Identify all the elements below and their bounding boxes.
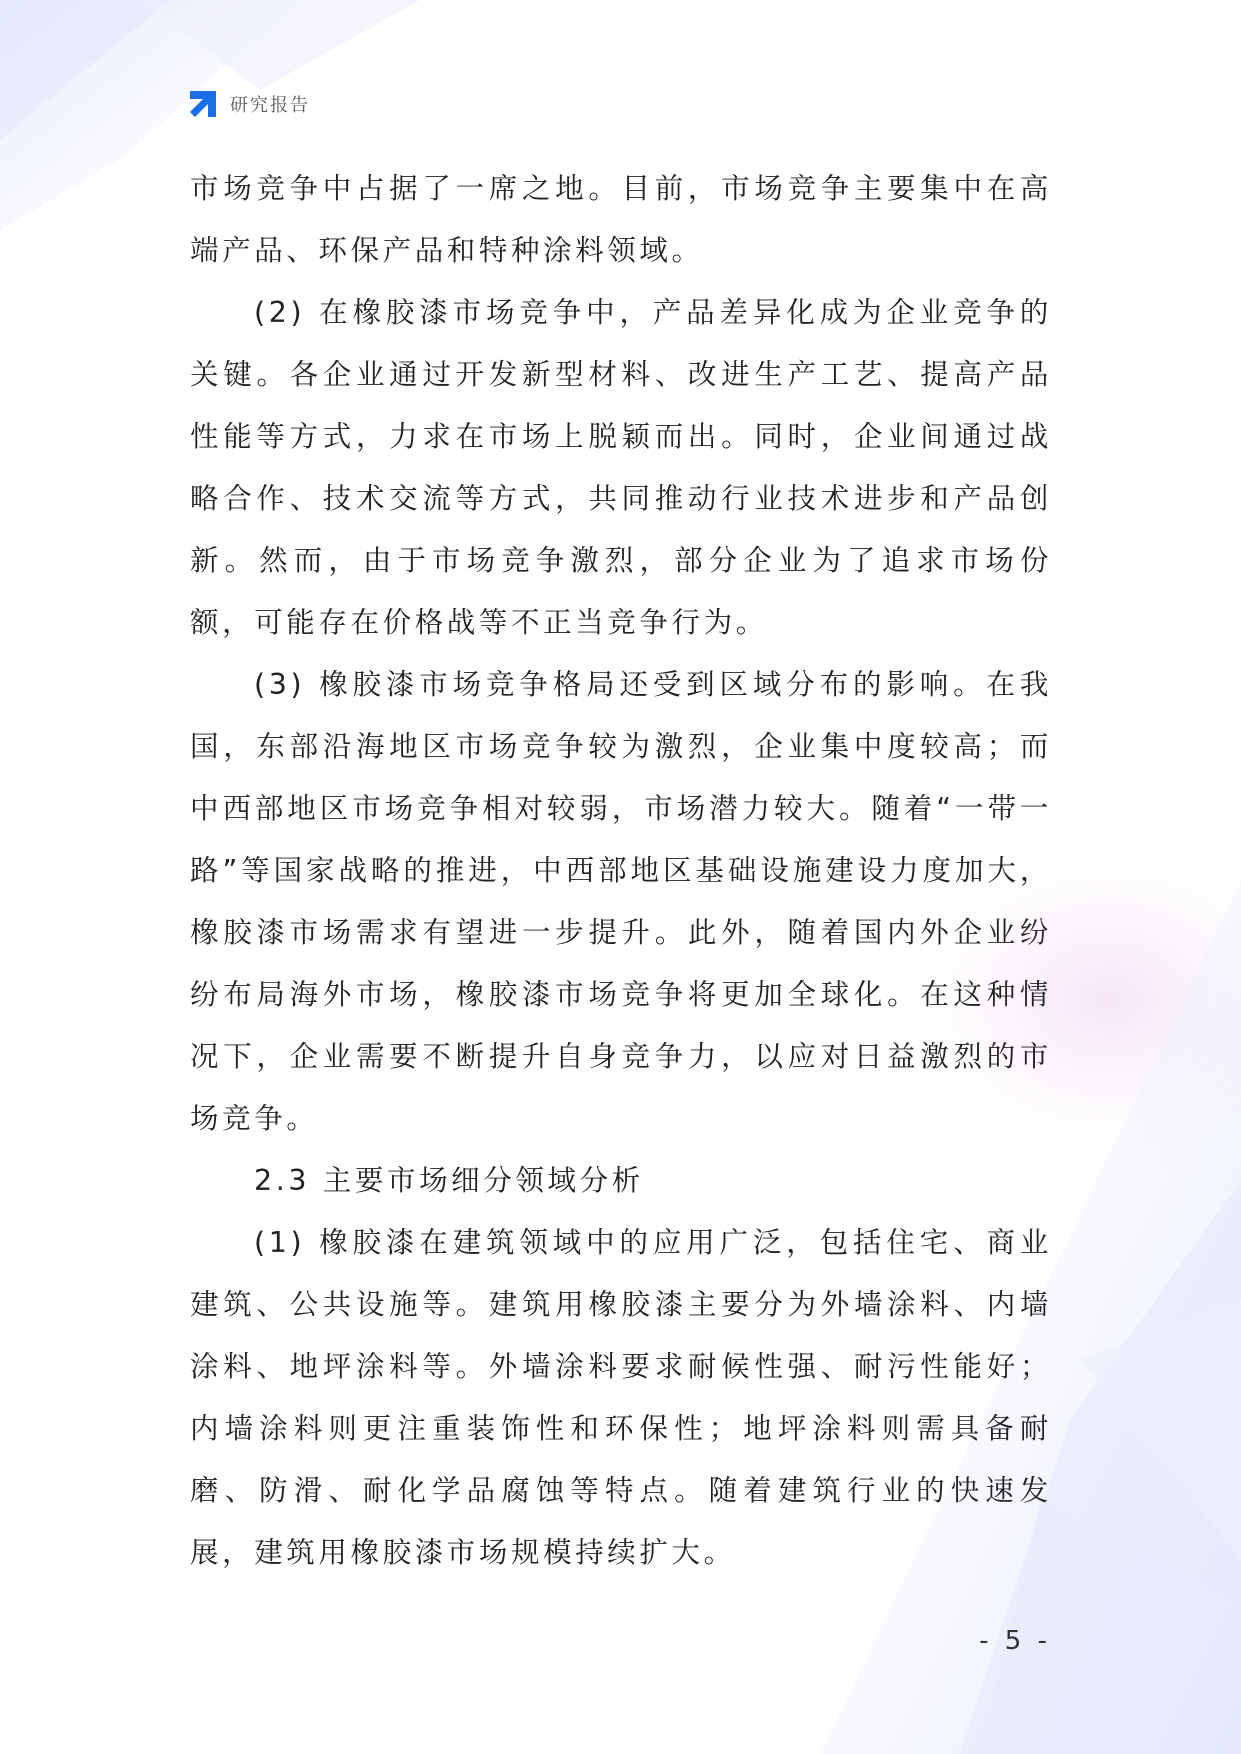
page-number: - 5 - — [979, 1626, 1051, 1656]
paragraph-3: (3) 橡胶漆市场竞争格局还受到区域分布的影响。在我国，东部沿海地区市场竞争较为激烈，企业集中度较高；而中西部地区市场竞争相对较弱，市场潜力较大。随着“一带一路”等国家战略的推进，中西部地区基础设施建设力度加大，橡胶漆市场需求有望进一步提升。此外，随着国内外企业纷纷布局海外市场，橡胶漆市场竞争将更加全球化。在这种情况下，企业需要不断提升自身竞争力，以应对日益激烈的市场竞争。 — [190, 668, 1052, 1135]
section-heading: 2.3 主要市场细分领域分析 — [254, 1164, 644, 1197]
document-body — [190, 158, 1052, 1584]
paragraph-section-1: (1) 橡胶漆在建筑领域中的应用广泛，包括住宅、商业建筑、公共设施等。建筑用橡胶漆主要分为外墙涂料、内墙涂料、地坪涂料等。外墙涂料要求耐候性强、耐污性能好；内墙涂料则更注重装饰性和环保性；地坪涂料则需具备耐磨、防滑、耐化学品腐蚀等特点。随着建筑行业的快速发展，建筑用橡胶漆市场规模持续扩大。 — [190, 1226, 1052, 1569]
report-header — [186, 86, 310, 122]
arrow-logo-icon — [186, 87, 220, 121]
paragraph-2: (2) 在橡胶漆市场竞争中，产品差异化成为企业竞争的关键。各企业通过开发新型材料、改进生产工艺、提高产品性能等方式，力求在市场上脱颖而出。同时，企业间通过战略合作、技术交流等方式，共同推动行业技术进步和产品创新。然而，由于市场竞争激烈，部分企业为了追求市场份额，可能存在价格战等不正当竞争行为。 — [190, 296, 1052, 639]
header-title: 研究报告 — [230, 95, 310, 116]
paragraph-continuation: 市场竞争中占据了一席之地。目前，市场竞争主要集中在高端产品、环保产品和特种涂料领域。 — [190, 172, 1052, 267]
